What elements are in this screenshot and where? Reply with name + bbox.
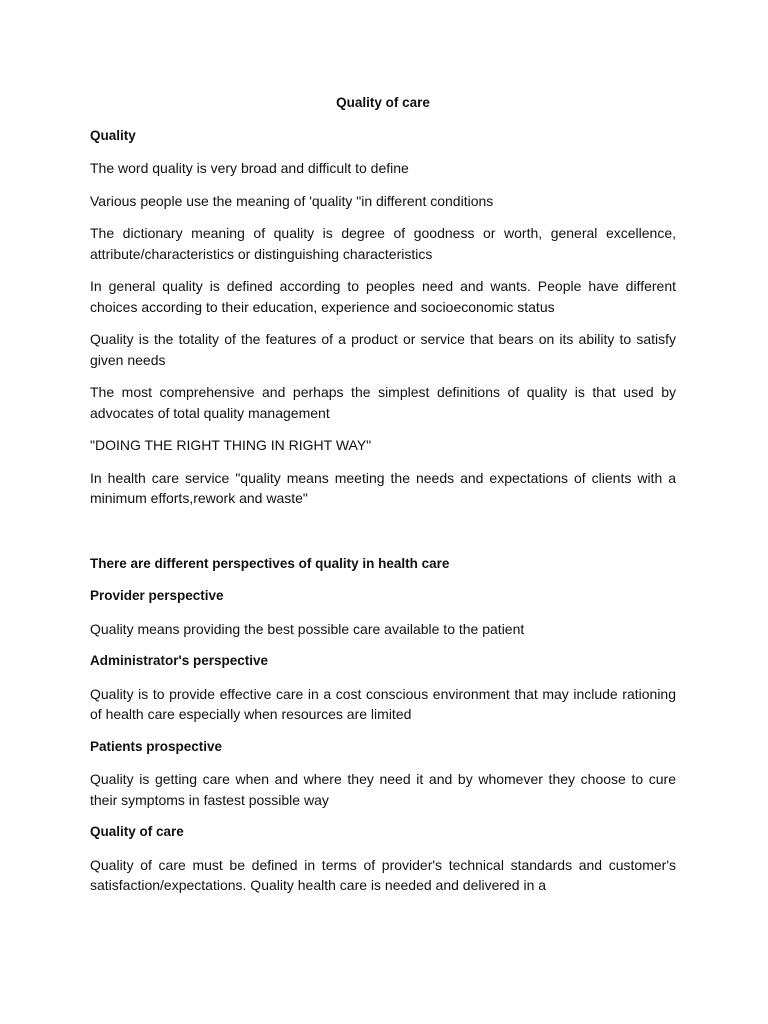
paragraph: The most comprehensive and perhaps the simplest definitions of quality is that used by advocates of total quality management — [90, 384, 676, 421]
paragraph: Quality is the totality of the features of a product or service that bears on its ability to satisfy given needs — [90, 331, 676, 368]
section-heading-quality: Quality — [90, 127, 136, 143]
paragraph: Quality means providing the best possible care available to the patient — [90, 620, 525, 637]
paragraph: The word quality is very broad and difficult to define — [90, 160, 409, 176]
paragraph: In general quality is defined according to peoples need and wants. People have different choices according to their education, experience and socioeconomic status — [90, 278, 676, 315]
paragraph: Quality of care must be defined in terms of provider's technical standards and customer's satisfaction/expectations. Quality health care is needed and delivered in a — [90, 856, 676, 893]
paragraph: Quality is getting care when and where they need it and by whomever they choose to cure their symptoms in fastest possible way — [90, 771, 676, 808]
document-title: Quality of care — [336, 95, 430, 110]
document-body — [90, 93, 676, 908]
paragraph: The dictionary meaning of quality is degree of goodness or worth, general excellence, attribute/characteristics or distinguishing characteristics — [90, 225, 676, 262]
paragraph: In health care service "quality means meeting the needs and expectations of clients with a minimum efforts,rework and waste" — [90, 469, 676, 506]
section-heading-quality-of-care: Quality of care — [90, 824, 184, 839]
section-heading-provider: Provider perspective — [90, 588, 224, 603]
section-heading-administrator: Administrator's perspective — [90, 653, 269, 668]
paragraph: "DOING THE RIGHT THING IN RIGHT WAY" — [90, 437, 372, 453]
section-heading-perspectives: There are different perspectives of quality in health care — [90, 555, 450, 571]
section-heading-patients: Patients prospective — [90, 738, 223, 754]
paragraph: Various people use the meaning of 'quality "in different conditions — [90, 192, 494, 209]
blank-line — [90, 521, 676, 554]
paragraph: Quality is to provide effective care in a cost conscious environment that may include rationing of health care especially when resources are limited — [90, 685, 676, 722]
